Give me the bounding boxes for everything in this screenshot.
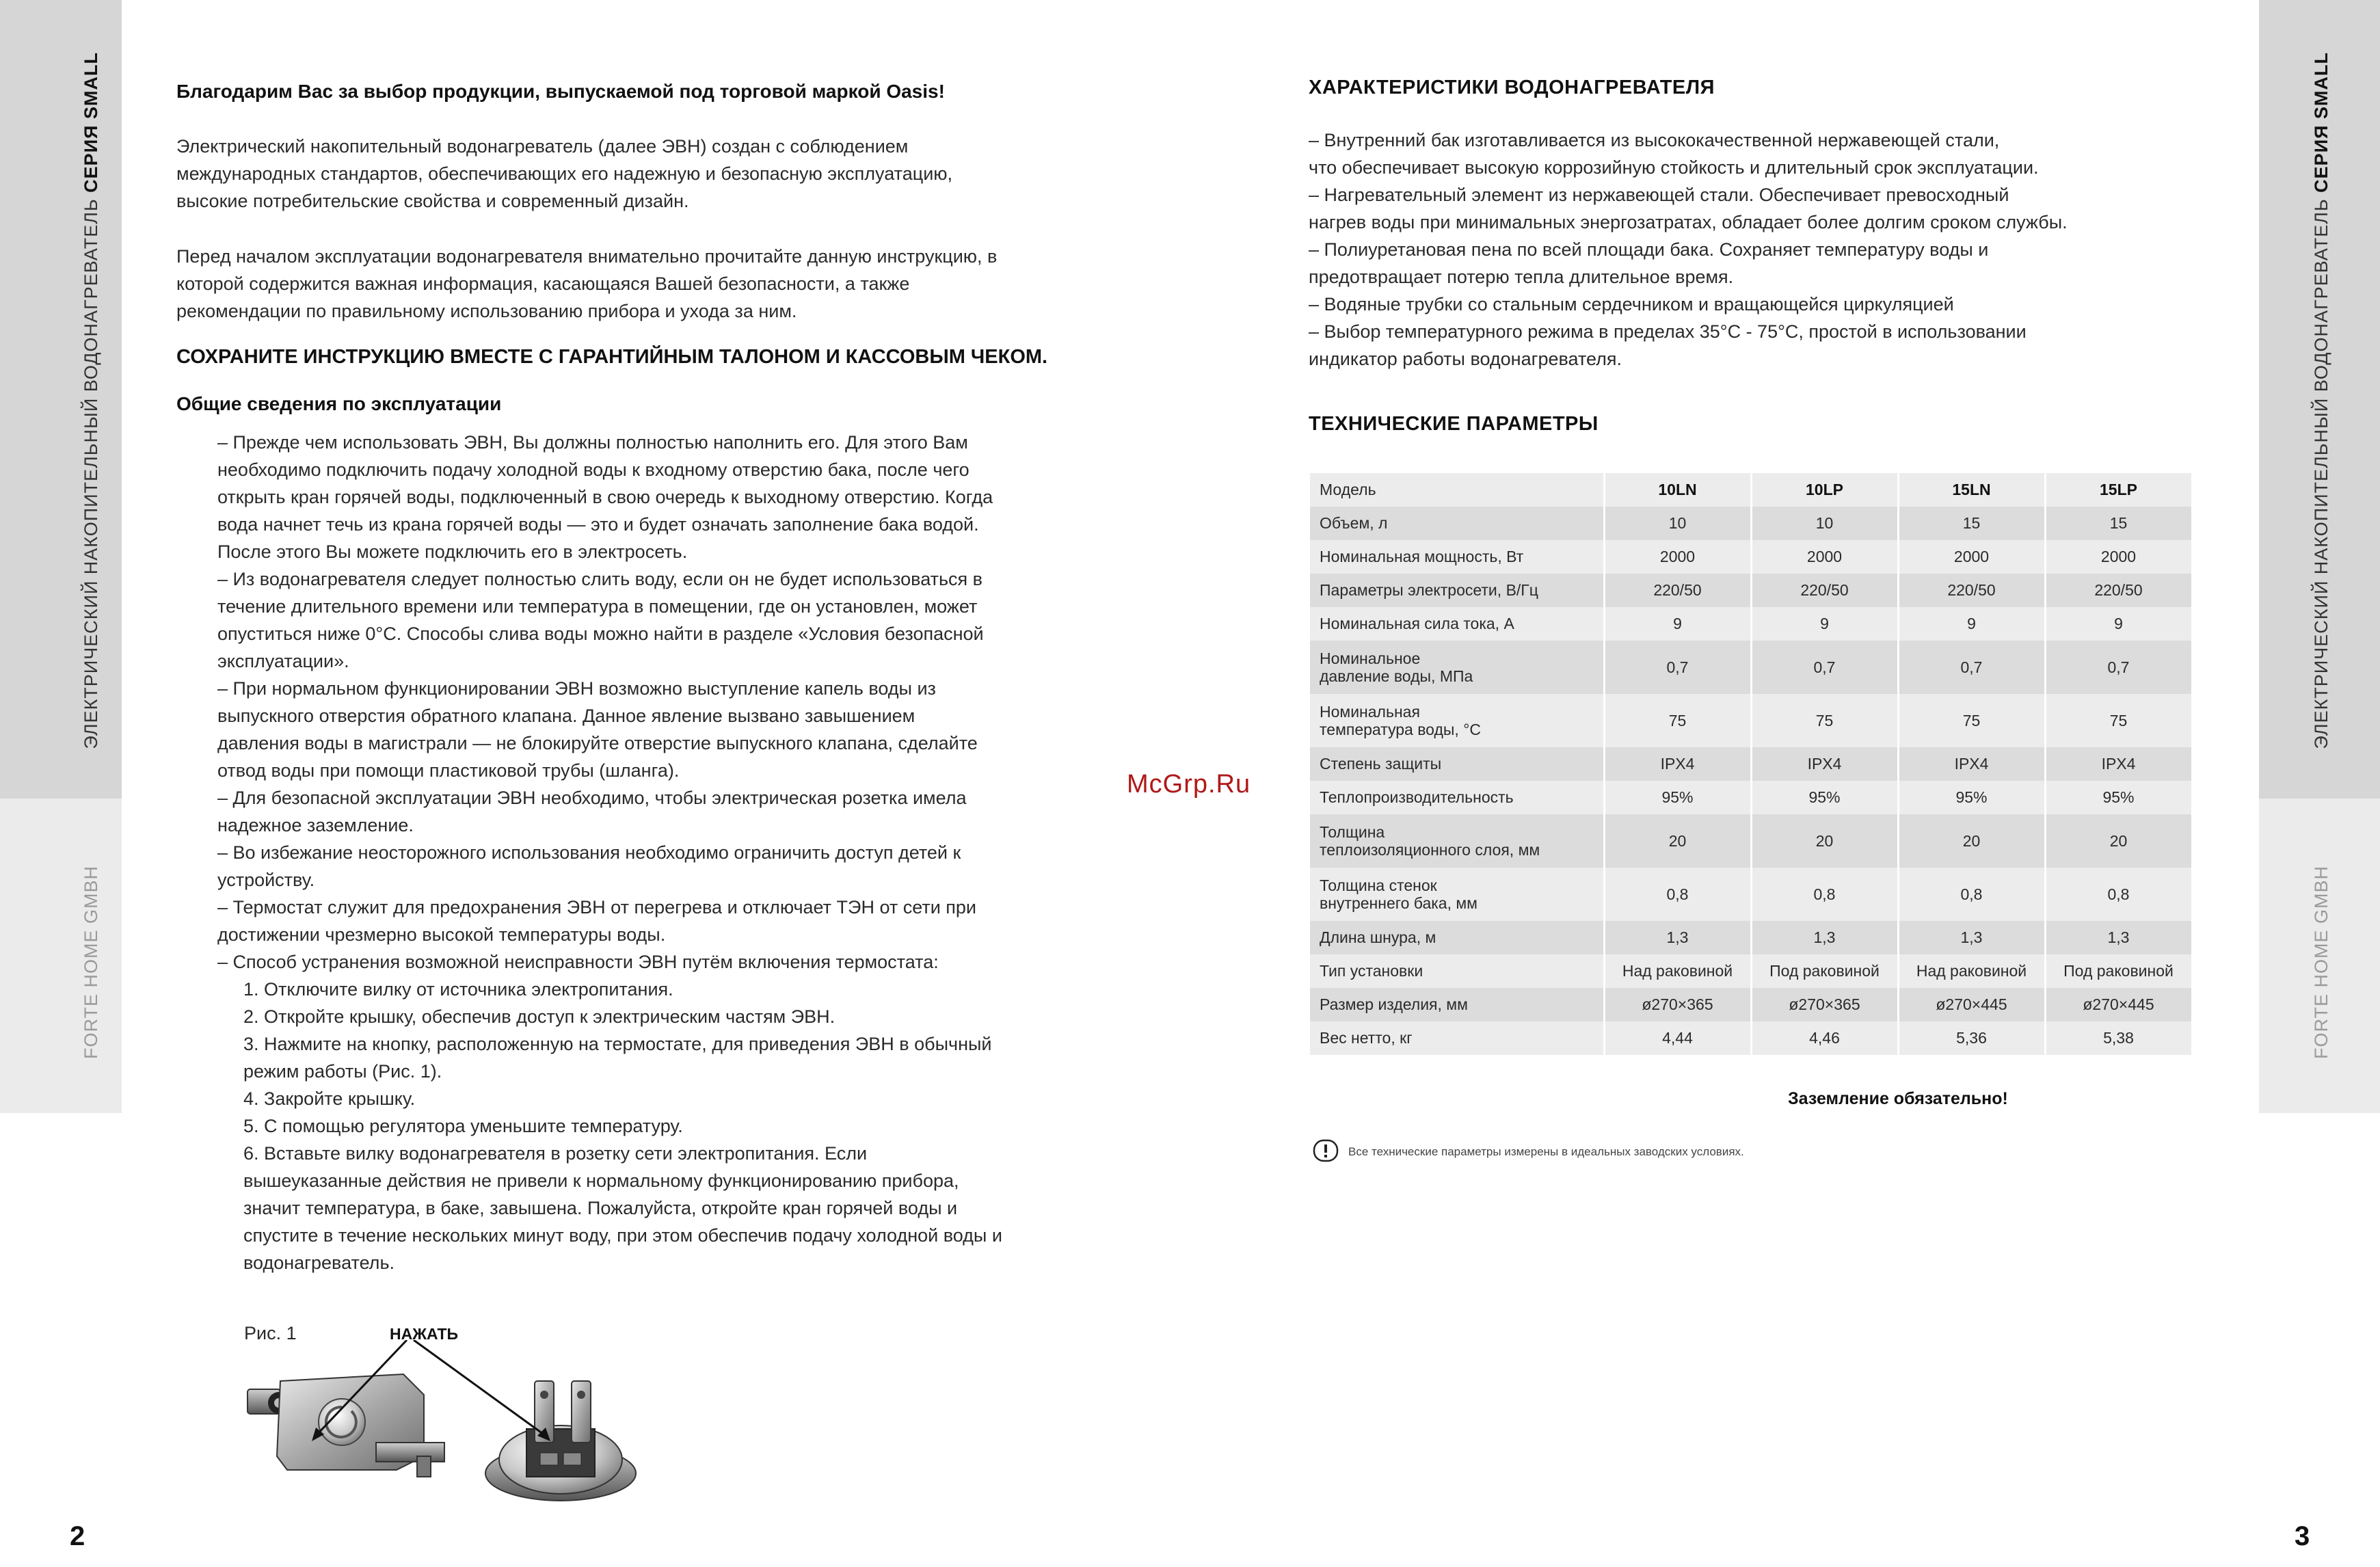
table-cell: 4,46 <box>1751 1021 1898 1055</box>
step-line: 6. Вставьте вилку водонагревателя в розетку сети электропитания. Если <box>243 1143 868 1164</box>
list-line: необходимо подключить подачу холодной воды к входному отверстию бака, после чего <box>217 459 970 480</box>
step-line: 1. Отключите вилку от источника электропитания. <box>243 979 673 1000</box>
save-instruction-notice: СОХРАНИТЕ ИНСТРУКЦИЮ ВМЕСТЕ С ГАРАНТИЙНЫМ ТАЛОНОМ И КАССОВЫМ ЧЕКОМ. <box>176 346 1048 368</box>
table-cell: 10 <box>1604 507 1751 540</box>
table-cell: 75 <box>2045 694 2192 747</box>
table-cell: 95% <box>1898 781 2045 814</box>
press-label: НАЖАТЬ <box>390 1325 459 1343</box>
table-row <box>1310 507 2192 540</box>
table-cell: 4,44 <box>1604 1021 1751 1055</box>
table-cell: 75 <box>1898 694 2045 747</box>
table-cell: 75 <box>1604 694 1751 747</box>
list-line: – При нормальном функционировании ЭВН возможно выступление капель воды из <box>217 678 936 699</box>
feature-line: что обеспечивает высокую коррозийную стойкость и длительный срок эксплуатации. <box>1309 157 2039 178</box>
row-label-line: Толщина <box>1320 823 1385 841</box>
feature-line: – Внутренний бак изготавливается из высококачественной нержавеющей стали, <box>1309 130 2000 150</box>
step-line: 2. Откройте крышку, обеспечив доступ к электрическим частям ЭВН. <box>243 1006 835 1027</box>
right-vertical-company: FORTE HOME GMBH <box>2311 866 2331 1060</box>
list-line: – Способ устранения возможной неисправности ЭВН путём включения термостата: <box>217 952 939 972</box>
features-list <box>1309 126 2197 373</box>
table-cell: 20 <box>2045 814 2192 868</box>
text-line: которой содержится важная информация, касающаяся Вашей безопасности, а также <box>176 273 910 294</box>
table-cell: 2000 <box>1898 540 2045 574</box>
row-label-line: давление воды, МПа <box>1320 667 1473 685</box>
table-cell: 0,7 <box>1751 641 1898 694</box>
table-cell: 5,38 <box>2045 1021 2192 1055</box>
table-cell: ø270×365 <box>1751 988 1898 1021</box>
left-vertical-company: FORTE HOME GMBH <box>81 866 101 1060</box>
table-cell: 20 <box>1751 814 1898 868</box>
text-line: Перед началом эксплуатации водонагревателя внимательно прочитайте данную инструкцию, в <box>176 246 998 267</box>
row-label-line: Толщина стенок <box>1320 876 1437 894</box>
list-line: давления воды в магистрали — не блокируйте отверстие выпускного клапана, сделайте <box>217 733 978 753</box>
step-line: режим работы (Рис. 1). <box>243 1061 442 1082</box>
step-line: 4. Закройте крышку. <box>243 1088 416 1109</box>
table-header-row <box>1310 473 2192 507</box>
table-cell: 1,3 <box>1604 921 1751 954</box>
header-cell: 15LN <box>1898 473 2045 507</box>
row-label: Длина шнура, м <box>1310 921 1604 954</box>
table-row <box>1310 694 2192 747</box>
list-line: – Прежде чем использовать ЭВН, Вы должны полностью наполнить его. Для этого Вам <box>217 432 968 453</box>
table-cell: 0,8 <box>1898 868 2045 921</box>
table-cell: IPX4 <box>2045 747 2192 781</box>
general-info-list <box>217 429 1079 1276</box>
table-cell: 0,7 <box>2045 641 2192 694</box>
row-label: Размер изделия, мм <box>1310 988 1604 1021</box>
table-row <box>1310 781 2192 814</box>
row-label: Параметры электросети, В/Гц <box>1310 574 1604 607</box>
table-cell: 0,8 <box>2045 868 2192 921</box>
list-line: – Для безопасной эксплуатации ЭВН необходимо, чтобы электрическая розетка имела <box>217 788 967 808</box>
left-band-light <box>0 799 122 1113</box>
table-cell: 10 <box>1751 507 1898 540</box>
list-line: устройству. <box>217 870 315 890</box>
list-line: опуститься ниже 0°С. Способы слива воды можно найти в разделе «Условия безопасной <box>217 624 984 644</box>
grounding-required: Заземление обязательно! <box>1788 1089 2008 1108</box>
text-line: рекомендации по правильному использованию прибора и ухода за ним. <box>176 301 797 321</box>
footnote: Все технические параметры измерены в идеальных заводских условиях. <box>1348 1145 1744 1158</box>
tech-params-title: ТЕХНИЧЕСКИЕ ПАРАМЕТРЫ <box>1309 413 1599 435</box>
thermostat-top-view <box>485 1381 636 1501</box>
figure-label: Рис. 1 <box>244 1323 297 1343</box>
row-label: Номинальная мощность, Вт <box>1310 540 1604 574</box>
intro-paragraph <box>176 133 1072 215</box>
list-line: достижении чрезмерно высокой температуры воды. <box>217 924 666 945</box>
table-cell: 9 <box>1751 607 1898 641</box>
list-line: течение длительного времени или температура в помещении, где он установлен, может <box>217 596 978 617</box>
table-cell: 220/50 <box>1751 574 1898 607</box>
general-info-title: Общие сведения по эксплуатации <box>176 393 502 414</box>
thermostat-figure <box>239 1340 650 1518</box>
step-line: значит температура, в баке, завышена. Пожалуйста, откройте кран горячей воды и <box>243 1198 958 1218</box>
table-cell: IPX4 <box>1604 747 1751 781</box>
thermostat-side-view <box>248 1374 444 1477</box>
header-cell-model: Модель <box>1310 473 1604 507</box>
page-number-left: 2 <box>70 1521 85 1551</box>
table-cell: 2000 <box>2045 540 2192 574</box>
row-label: Объем, л <box>1310 507 1604 540</box>
table-row <box>1310 921 2192 954</box>
table-row <box>1310 988 2192 1021</box>
text-line: высокие потребительские свойства и современный дизайн. <box>176 191 689 211</box>
table-row <box>1310 747 2192 781</box>
row-label-line: Номинальное <box>1320 649 1421 667</box>
row-label: Степень защиты <box>1310 747 1604 781</box>
table-row <box>1310 954 2192 988</box>
row-label <box>1310 641 1604 694</box>
table-cell: Над раковиной <box>1898 954 2045 988</box>
table-cell: ø270×365 <box>1604 988 1751 1021</box>
table-cell: Под раковиной <box>1751 954 1898 988</box>
step-line: 5. С помощью регулятора уменьшите температуру. <box>243 1116 683 1136</box>
list-line: – Во избежание неосторожного использования необходимо ограничить доступ детей к <box>217 842 961 863</box>
table-cell: 0,8 <box>1604 868 1751 921</box>
step-line: вышеуказанные действия не привели к нормальному функционированию прибора, <box>243 1170 959 1191</box>
table-cell: 2000 <box>1751 540 1898 574</box>
features-title: ХАРАКТЕРИСТИКИ ВОДОНАГРЕВАТЕЛЯ <box>1309 77 1715 98</box>
table-cell: 5,36 <box>1898 1021 2045 1055</box>
table-cell: 220/50 <box>1898 574 2045 607</box>
tech-params-table <box>1310 473 2193 1055</box>
table-cell: 2000 <box>1604 540 1751 574</box>
table-cell: 95% <box>1604 781 1751 814</box>
table-cell: 15 <box>2045 507 2192 540</box>
row-label: Вес нетто, кг <box>1310 1021 1604 1055</box>
text-line: Электрический накопительный водонагреватель (далее ЭВН) создан с соблюдением <box>176 136 909 157</box>
row-label-line: Номинальная <box>1320 703 1420 721</box>
table-cell: IPX4 <box>1751 747 1898 781</box>
table-cell: 9 <box>2045 607 2192 641</box>
table-cell: ø270×445 <box>2045 988 2192 1021</box>
list-line: выпускного отверстия обратного клапана. Данное явление вызвано завышением <box>217 706 915 726</box>
table-cell: 95% <box>2045 781 2192 814</box>
header-cell: 10LP <box>1751 473 1898 507</box>
row-label: Тип установки <box>1310 954 1604 988</box>
list-line: отвод воды при помощи пластиковой трубы (шланга). <box>217 760 680 781</box>
table-cell: 0,7 <box>1898 641 2045 694</box>
step-line: водонагреватель. <box>243 1253 395 1273</box>
thanks-heading: Благодарим Вас за выбор продукции, выпускаемой под торговой маркой Oasis! <box>176 81 945 102</box>
feature-line: – Полиуретановая пена по всей площади бака. Сохраняет температуру воды и <box>1309 239 1989 260</box>
watermark: McGrp.Ru <box>1127 770 1251 799</box>
list-line: открыть кран горячей воды, подключенный в свою очередь к выходному отверстию. Когда <box>217 487 993 507</box>
page-number-right: 3 <box>2295 1521 2310 1551</box>
row-label: Номинальная сила тока, А <box>1310 607 1604 641</box>
table-cell: 1,3 <box>1898 921 2045 954</box>
header-cell: 15LP <box>2045 473 2192 507</box>
step-line: спустите в течение нескольких минут воду, при этом обеспечив подачу холодной воды и <box>243 1225 1002 1246</box>
row-label-line: температура воды, °С <box>1320 721 1481 738</box>
list-line: – Из водонагревателя следует полностью слить воду, если он не будет использоваться в <box>217 569 983 589</box>
table-row <box>1310 868 2192 921</box>
table-cell: 20 <box>1898 814 2045 868</box>
text-line: международных стандартов, обеспечивающих его надежную и безопасную эксплуатацию, <box>176 163 953 184</box>
list-line: После этого Вы можете подключить его в электросеть. <box>217 541 688 562</box>
list-line: вода начнет течь из крана горячей воды — это и будет означать заполнение бака водой. <box>217 514 979 535</box>
warning-icon <box>1313 1139 1339 1162</box>
row-label <box>1310 694 1604 747</box>
header-cell: 10LN <box>1604 473 1751 507</box>
table-cell: 1,3 <box>1751 921 1898 954</box>
table-cell: Под раковиной <box>2045 954 2192 988</box>
table-cell: 15 <box>1898 507 2045 540</box>
table-row <box>1310 814 2192 868</box>
row-label <box>1310 868 1604 921</box>
row-label: Теплопроизводительность <box>1310 781 1604 814</box>
table-cell: 20 <box>1604 814 1751 868</box>
table-cell: 220/50 <box>1604 574 1751 607</box>
feature-line: индикатор работы водонагревателя. <box>1309 349 1622 369</box>
table-row <box>1310 641 2192 694</box>
row-label-line: внутреннего бака, мм <box>1320 894 1478 912</box>
feature-line: нагрев воды при минимальных энергозатратах, обладает более долгим сроком службы. <box>1309 212 2068 232</box>
list-line: надежное заземление. <box>217 815 414 835</box>
table-cell: Над раковиной <box>1604 954 1751 988</box>
row-label-line: теплоизоляционного слоя, мм <box>1320 841 1540 859</box>
step-line: 3. Нажмите на кнопку, расположенную на термостате, для приведения ЭВН в обычный <box>243 1034 992 1054</box>
feature-line: – Выбор температурного режима в пределах 35°С - 75°С, простой в использовании <box>1309 321 2027 342</box>
right-vertical-title: ЭЛЕКТРИЧЕСКИЙ НАКОПИТЕЛЬНЫЙ ВОДОНАГРЕВАТЕЛЬ СЕРИЯ SMALL <box>2311 52 2331 749</box>
feature-line: – Водяные трубки со стальным сердечником и вращающейся циркуляцией <box>1309 294 1954 314</box>
table-cell: 220/50 <box>2045 574 2192 607</box>
table-cell: 9 <box>1898 607 2045 641</box>
table-row <box>1310 1021 2192 1055</box>
feature-line: предотвращает потерю тепла длительное время. <box>1309 267 1734 287</box>
table-cell: 9 <box>1604 607 1751 641</box>
list-line: эксплуатации». <box>217 651 349 671</box>
table-cell: 75 <box>1751 694 1898 747</box>
table-cell: ø270×445 <box>1898 988 2045 1021</box>
table-row <box>1310 607 2192 641</box>
table-cell: IPX4 <box>1898 747 2045 781</box>
feature-line: – Нагревательный элемент из нержавеющей стали. Обеспечивает превосходный <box>1309 185 2009 205</box>
table-row <box>1310 574 2192 607</box>
left-vertical-title: ЭЛЕКТРИЧЕСКИЙ НАКОПИТЕЛЬНЫЙ ВОДОНАГРЕВАТЕЛЬ СЕРИЯ SMALL <box>81 52 101 749</box>
table-row <box>1310 540 2192 574</box>
table-cell: 0,8 <box>1751 868 1898 921</box>
list-line: – Термостат служит для предохранения ЭВН от перегрева и отключает ТЭН от сети при <box>217 897 977 918</box>
table-cell: 95% <box>1751 781 1898 814</box>
table-cell: 0,7 <box>1604 641 1751 694</box>
row-label <box>1310 814 1604 868</box>
table-cell: 1,3 <box>2045 921 2192 954</box>
left-band-dark <box>0 0 122 799</box>
warning-paragraph <box>176 243 1072 325</box>
